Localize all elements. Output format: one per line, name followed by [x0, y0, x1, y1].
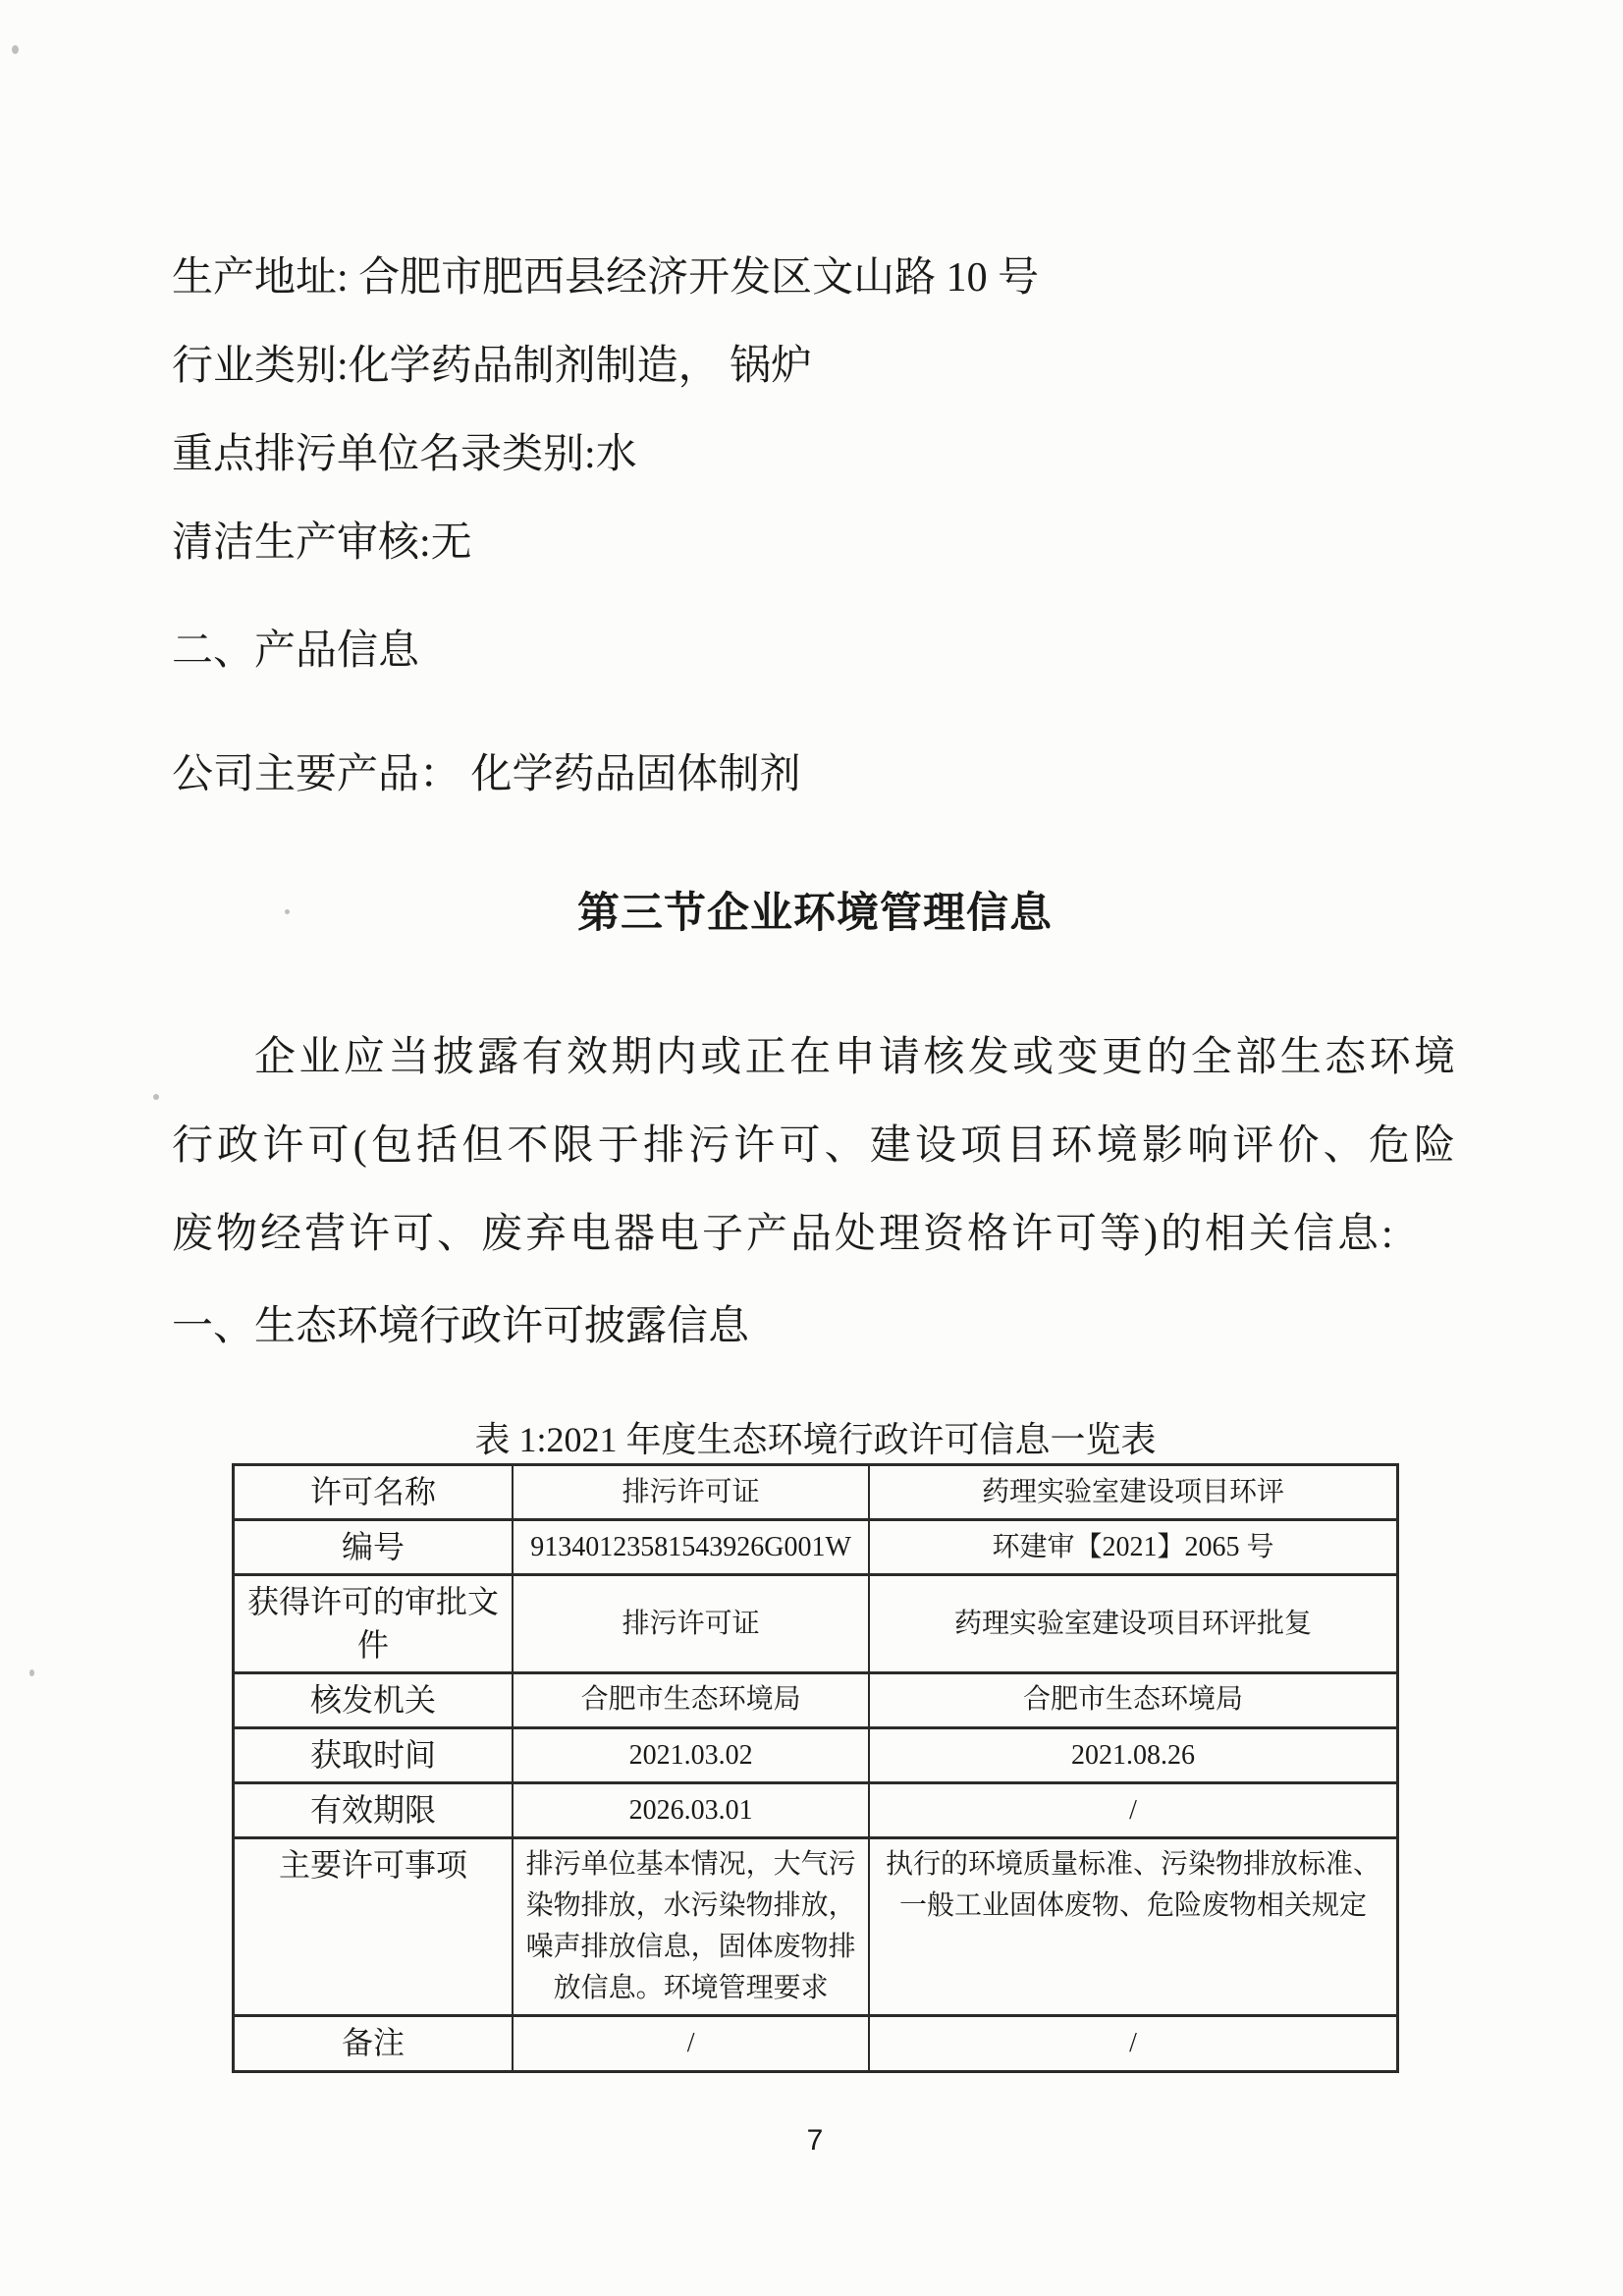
permit1-cell: 排污许可证: [513, 1465, 869, 1520]
row-label: 核发机关: [234, 1672, 514, 1727]
permit2-cell: 合肥市生态环境局: [869, 1672, 1397, 1727]
row-label: 许可名称: [234, 1465, 514, 1520]
page-number: 7: [806, 2124, 824, 2157]
scan-speck: [12, 45, 19, 54]
row-label: 主要许可事项: [234, 1838, 514, 2016]
permit-info-table: [232, 1463, 1399, 2073]
row-label: 编号: [234, 1520, 514, 1575]
production-address-line: 生产地址: 合肥市肥西县经济开发区文山路 10 号: [172, 255, 1040, 301]
table-row-permit-number: [234, 1520, 1398, 1575]
table-row-permit-name: [234, 1465, 1398, 1520]
row-label: 获得许可的审批文件: [234, 1575, 514, 1672]
permit2-cell: 环建审【2021】2065 号: [869, 1520, 1397, 1575]
chapter-heading: 第三节企业环境管理信息: [577, 891, 1053, 937]
table-row-obtained-date: [234, 1727, 1398, 1782]
permit2-cell: 药理实验室建设项目环评批复: [869, 1575, 1397, 1672]
permit1-cell: /: [513, 2016, 869, 2071]
table-row-issuing-authority: [234, 1672, 1398, 1727]
permit-disclosure-subsection-heading: 一、生态环境行政许可披露信息: [172, 1304, 750, 1349]
permit2-cell: 药理实验室建设项目环评: [869, 1465, 1397, 1520]
table-row-remarks: [234, 2016, 1398, 2071]
permit1-cell: 91340123581543926G001W: [513, 1520, 869, 1575]
permit1-cell: 2021.03.02: [513, 1727, 869, 1782]
permit1-cell: 合肥市生态环境局: [513, 1672, 869, 1727]
scan-speck: [29, 1669, 34, 1676]
permit1-cell: 排污许可证: [513, 1575, 869, 1672]
row-label: 获取时间: [234, 1727, 514, 1782]
table-row-validity-period: [234, 1783, 1398, 1838]
permit-table-title: 表 1:2021 年度生态环境行政许可信息一览表: [474, 1420, 1157, 1459]
main-product-line: 公司主要产品： 化学药品固体制剂: [172, 752, 801, 797]
key-pollutant-unit-line: 重点排污单位名录类别:水: [172, 432, 637, 477]
industry-category-line: 行业类别:化学药品制剂制造， 锅炉: [172, 344, 813, 389]
row-label: 有效期限: [234, 1783, 514, 1838]
permit2-cell: 2021.08.26: [869, 1727, 1397, 1782]
permit2-cell: /: [869, 2016, 1397, 2071]
row-label: 备注: [234, 2016, 514, 2071]
scan-speck: [153, 1094, 159, 1100]
disclosure-intro-paragraph: 企业应当披露有效期内或正在申请核发或变更的全部生态环境行政许可(包括但不限于排污许可、建设项目环境影响评价、危险废物经营许可、废弃电器电子产品处理资格许可等)的相关信息:: [172, 1035, 1458, 1257]
product-info-section-heading: 二、产品信息: [172, 629, 420, 674]
permit1-cell: 排污单位基本情况，大气污染物排放，水污染物排放，噪声排放信息，固体废物排放信息。环境管理要求: [513, 1838, 869, 2016]
permit1-cell: 2026.03.01: [513, 1783, 869, 1838]
clean-production-audit-line: 清洁生产审核:无: [172, 520, 472, 566]
table-row-approval-document: [234, 1575, 1398, 1672]
table-row-main-permitted-items: [234, 1838, 1398, 2016]
permit2-cell: /: [869, 1783, 1397, 1838]
permit2-cell: 执行的环境质量标准、污染物排放标准、一般工业固体废物、危险废物相关规定: [869, 1838, 1397, 2016]
